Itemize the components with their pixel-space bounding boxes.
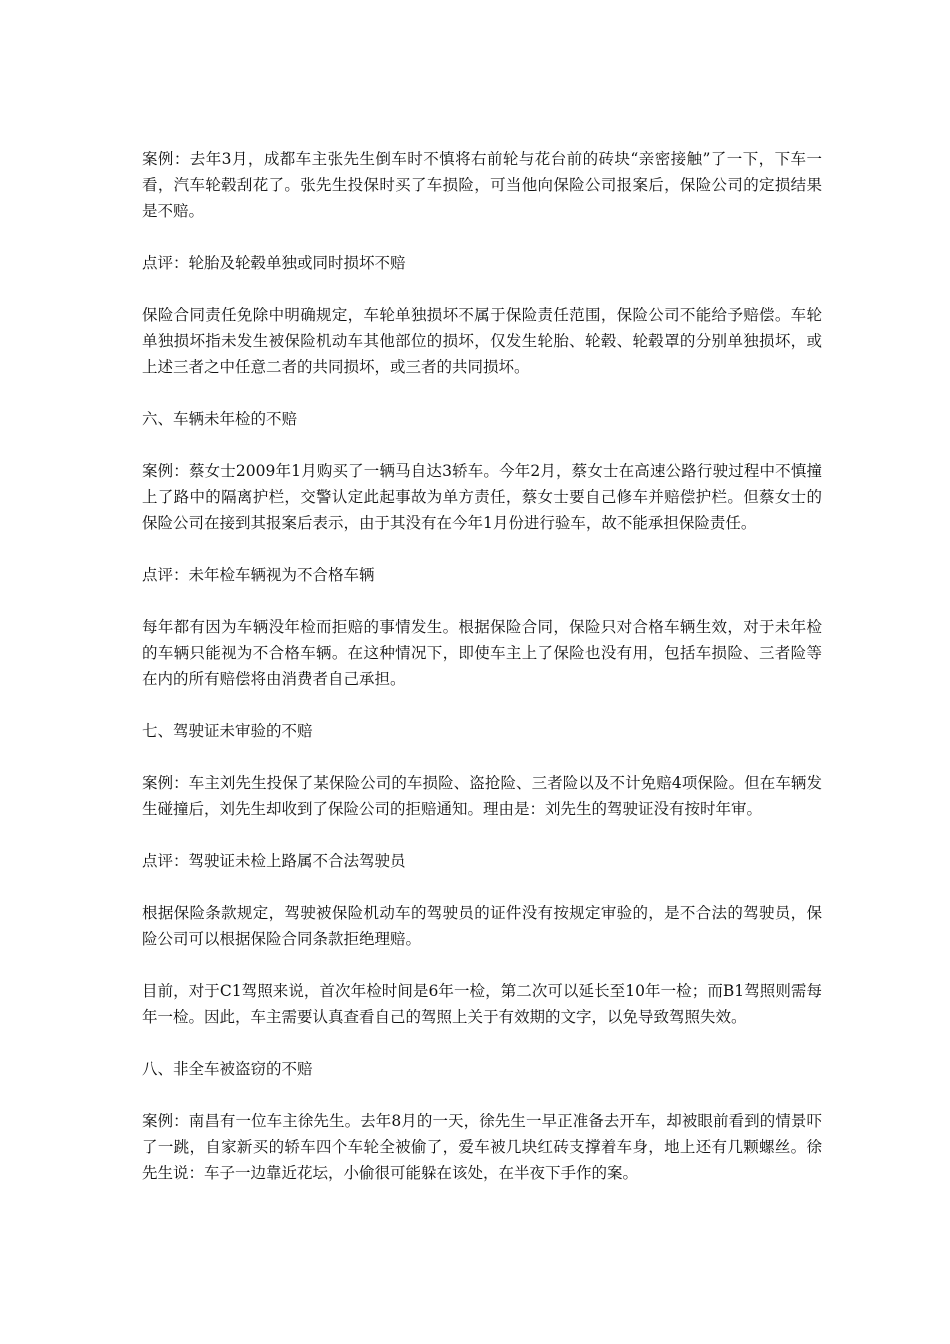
section-heading: 六、车辆未年检的不赔 (142, 410, 298, 428)
case-paragraph: 案例：蔡女士2009年1月购买了一辆马自达3轿车。今年2月，蔡女士在高速公路行驶过程中不慎撞上了路中的隔离护栏，交警认定此起事故为单方责任，蔡女士要自己修车并赔偿护栏。但蔡女士的保险公司在接到其报案后表示，由于其没有在今年1月份进行验车，故不能承担保险责任。 (142, 462, 822, 532)
section-heading: 七、驾驶证未审验的不赔 (142, 722, 313, 740)
case-paragraph: 案例：车主刘先生投保了某保险公司的车损险、盗抢险、三者险以及不计免赔4项保险。但在车辆发生碰撞后，刘先生却收到了保险公司的拒赔通知。理由是：刘先生的驾驶证没有按时年审。 (142, 774, 822, 818)
body-paragraph: 目前，对于C1驾照来说，首次年检时间是6年一检，第二次可以延长至10年一检；而B1驾照则需每年一检。因此，车主需要认真查看自己的驾照上关于有效期的文字，以免导致驾照失效。 (142, 982, 822, 1026)
body-paragraph: 每年都有因为车辆没年检而拒赔的事情发生。根据保险合同，保险只对合格车辆生效，对于未年检的车辆只能视为不合格车辆。在这种情况下，即使车主上了保险也没有用，包括车损险、三者险等在内的所有赔偿将由消费者自己承担。 (142, 618, 822, 688)
body-paragraph: 保险合同责任免除中明确规定，车轮单独损坏不属于保险责任范围，保险公司不能给予赔偿。车轮单独损坏指未发生被保险机动车其他部位的损坏，仅发生轮胎、轮毂、轮毂罩的分别单独损坏，或上述三者之中任意二者的共同损坏，或三者的共同损坏。 (142, 306, 822, 376)
body-paragraph: 根据保险条款规定，驾驶被保险机动车的驾驶员的证件没有按规定审验的，是不合法的驾驶员，保险公司可以根据保险合同条款拒绝理赔。 (142, 904, 822, 948)
comment-heading: 点评：轮胎及轮毂单独或同时损坏不赔 (142, 254, 406, 272)
case-paragraph: 案例：去年3月，成都车主张先生倒车时不慎将右前轮与花台前的砖块“亲密接触”了一下，下车一看，汽车轮毂刮花了。张先生投保时买了车损险，可当他向保险公司报案后，保险公司的定损结果是不赔。 (142, 150, 822, 220)
case-paragraph: 案例：南昌有一位车主徐先生。去年8月的一天，徐先生一早正准备去开车，却被眼前看到的情景吓了一跳，自家新买的轿车四个车轮全被偷了，爱车被几块红砖支撑着车身，地上还有几颗螺丝。徐先生说：车子一边靠近花坛，小偷很可能躲在该处，在半夜下手作的案。 (142, 1112, 822, 1182)
comment-heading: 点评：未年检车辆视为不合格车辆 (142, 566, 375, 584)
comment-heading: 点评：驾驶证未检上路属不合法驾驶员 (142, 852, 406, 870)
section-heading: 八、非全车被盗窃的不赔 (142, 1060, 313, 1078)
document-page (142, 146, 822, 1212)
